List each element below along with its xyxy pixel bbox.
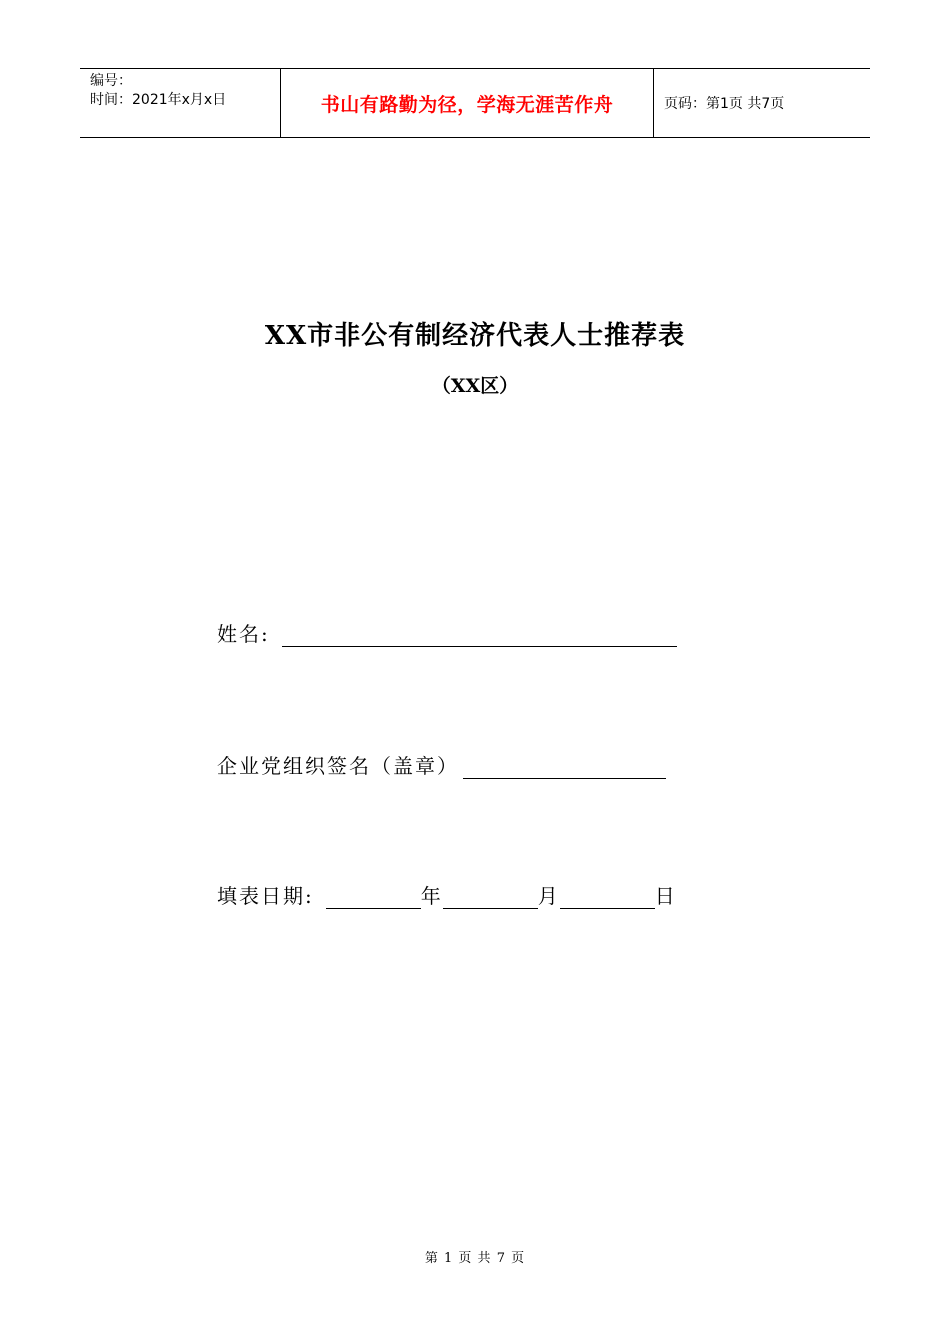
name-row <box>217 618 677 647</box>
header-motto-cell <box>281 69 654 137</box>
day-label: 日 <box>654 884 677 908</box>
document-title: XX市非公有制经济代表人士推荐表 <box>264 321 686 351</box>
name-label: 姓名: <box>217 622 270 646</box>
page-footer: 第 1 页 共 7 页 <box>424 1251 526 1266</box>
month-field-line[interactable] <box>443 886 538 909</box>
sign-field-line[interactable] <box>463 756 666 779</box>
document-header <box>80 68 870 138</box>
month-label: 月 <box>537 884 560 908</box>
sign-label: 企业党组织签名（盖章） <box>217 754 459 778</box>
sign-row <box>217 750 666 779</box>
time-label: 时间：2021年x月x日 <box>90 92 227 108</box>
day-field-line[interactable] <box>560 886 655 909</box>
year-field-line[interactable] <box>326 886 421 909</box>
page-info: 页码：第1页 共7页 <box>664 96 785 112</box>
number-label: 编号： <box>90 73 132 89</box>
document-subtitle: （XX区） <box>431 375 519 397</box>
header-page-cell <box>654 69 870 137</box>
year-label: 年 <box>420 884 443 908</box>
name-field-line[interactable] <box>282 624 677 647</box>
motto-text: 书山有路勤为径，学海无涯苦作舟 <box>320 93 614 116</box>
date-row <box>217 880 677 909</box>
header-meta-cell <box>80 69 281 137</box>
date-label: 填表日期: <box>217 884 314 908</box>
